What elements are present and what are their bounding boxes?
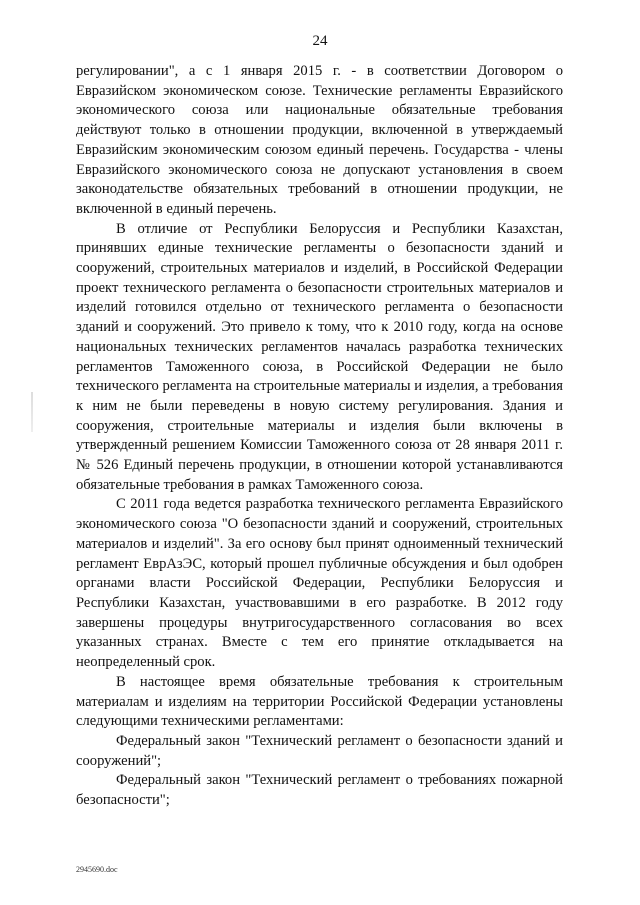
paragraph-1: регулировании", а с 1 января 2015 г. - в соответствии Договором о Евразийском экономическом союзе. Технические регламенты Евразийского экономического союза или национальные обязательные требования действуют только в отношении продукции, включенной в утверждаемый Евразийским экономическим союзом единый перечень. Государства - члены Евразийского экономического союза не допускают установления в своем законодательстве обязательных требований в отношении продукции, не включенной в единый перечень.: [76, 63, 563, 217]
paragraph-5: Федеральный закон "Технический регламент о безопасности зданий и сооружений";: [76, 732, 563, 769]
footer-filename: 2945690.doc: [76, 865, 118, 874]
document-body: [76, 62, 563, 811]
paragraph-6: Федеральный закон "Технический регламент о требованиях пожарной безопасности";: [76, 772, 563, 809]
page-number: 24: [312, 33, 328, 49]
paragraph-4: В настоящее время обязательные требования к строительным материалам и изделиям на территории Российской Федерации установлены следующими техническими регламентами:: [76, 673, 563, 730]
paragraph-2: В отличие от Республики Белоруссия и Республики Казахстан, принявших единые технические регламенты о безопасности зданий и сооружений, строительных материалов и изделий, в Российской Федерации проект технического регламента о безопасности строительных материалов и изделий готовился отдельно от технического регламента о безопасности зданий и сооружений. Это привело к тому, что к 2010 году, когда на основе национальных технических регламентов началась разработка технических регламентов Таможенного союза, в Российской Федерации не было технического регламента на строительные материалы и изделия, а требования к ним не были переведены в новую систему регулирования. Здания и сооружения, строительные материалы и изделия были включены в утвержденный решением Комиссии Таможенного союза от 28 января 2011 г. № 526 Единый перечень продукции, в отношении которой устанавливаются обязательные требования в рамках Таможенного союза.: [76, 220, 563, 493]
paragraph-3: С 2011 года ведется разработка технического регламента Евразийского экономического союза "О безопасности зданий и сооружений, строительных материалов и изделий". За его основу был принят одноименный технический регламент ЕврАзЭС, который прошел публичные обсуждения и был одобрен органами власти Российской Федерации, Республики Белоруссия и Республики Казахстан, участвовавшими в его разработке. В 2012 году завершены процедуры внутригосударственного согласования во всех указанных странах. Вместе с тем его принятие откладывается на неопределенный срок.: [76, 496, 563, 671]
scan-artifact: [31, 392, 33, 432]
